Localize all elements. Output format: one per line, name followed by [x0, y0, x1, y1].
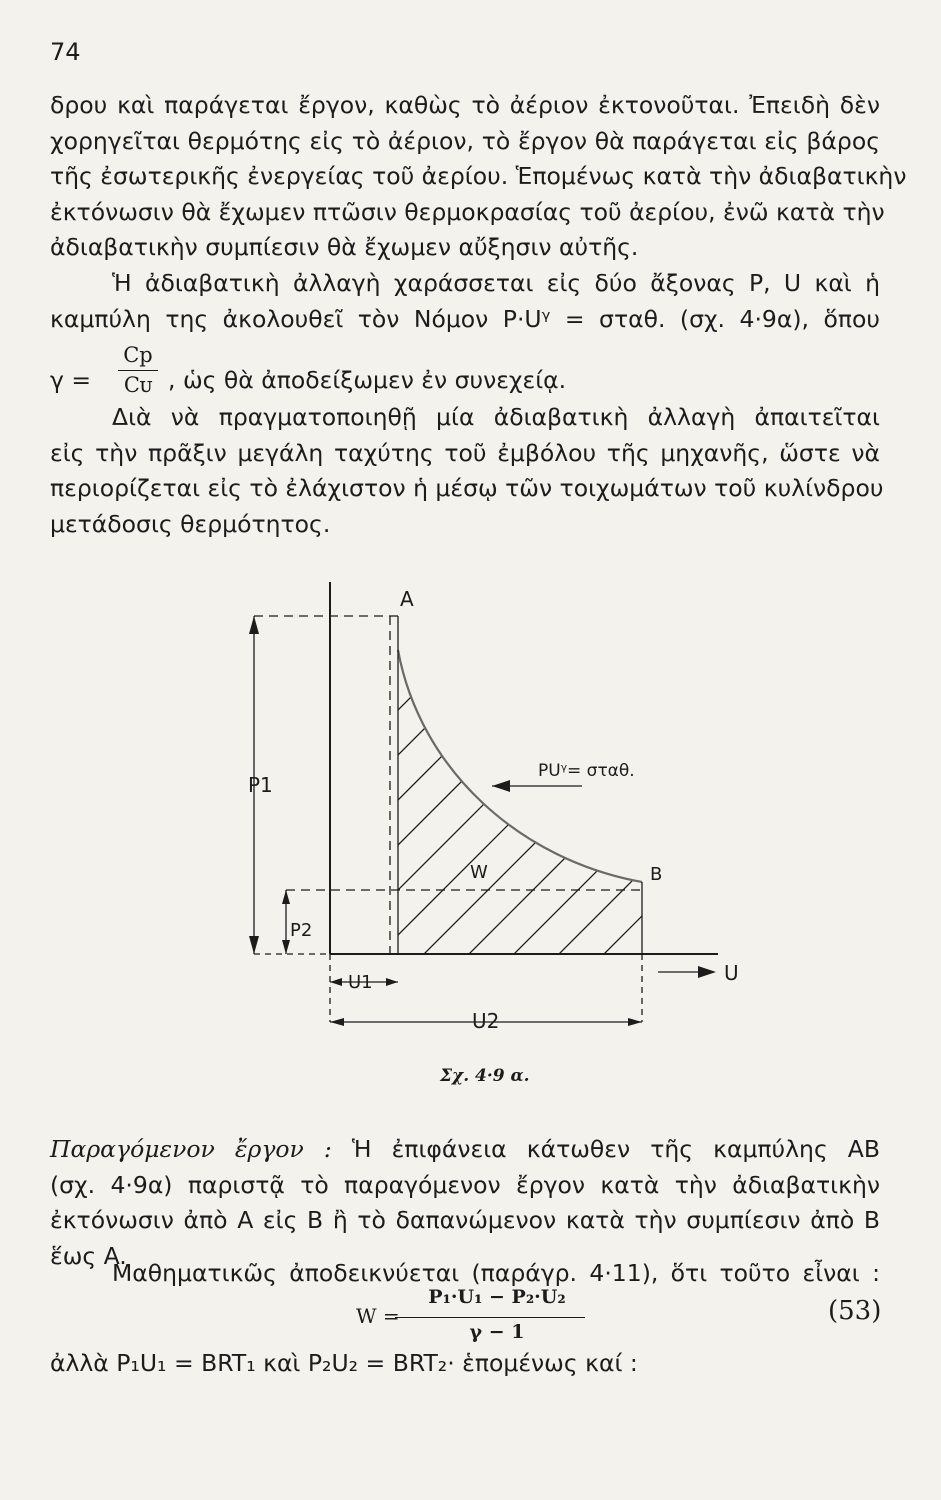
label-u1: U1	[348, 972, 373, 993]
figure-caption: Σχ. 4·9 α.	[440, 1066, 530, 1086]
p2-arrow-bottom	[282, 940, 290, 954]
formula-53-bar	[395, 1317, 585, 1318]
p1-arrow-top	[249, 616, 259, 634]
gamma-denominator: Cᴜ	[123, 373, 153, 397]
label-b: B	[650, 864, 663, 885]
text-line: δρου καὶ παράγεται ἔργον, καθὼς τὸ ἀέριον ἐκτονοῦται. Ἐπειδὴ δὲν	[50, 91, 880, 119]
label-a: A	[400, 587, 414, 611]
text-line: (σχ. 4·9α) παριστᾷ τὸ παραγόμενον ἔργον κατὰ τὴν ἀδιαβατικὴν	[50, 1170, 880, 1199]
label-u2: U2	[472, 1009, 500, 1033]
text-line: ἀλλὰ P₁U₁ = BRT₁ καὶ P₂U₂ = BRT₂· ἑπομένως καί :	[50, 1349, 638, 1377]
text-line: χορηγεῖται θερμότης εἰς τὸ ἀέριον, τὸ ἔργον θὰ παράγεται εἰς βάρος	[50, 126, 880, 155]
gamma-numerator: Cp	[123, 343, 153, 367]
pv-adiabatic-diagram	[230, 580, 750, 1070]
paragraph-brt	[50, 1346, 880, 1382]
text-line: Διὰ νὰ πραγματοποιηθῇ μία ἀδιαβατικὴ ἀλλαγὴ ἀπαιτεῖται	[112, 403, 880, 431]
gamma-formula-lhs: γ =	[50, 366, 92, 394]
text-line: Ἡ ἀδιαβατικὴ ἀλλαγὴ χαράσσεται εἰς δύο ἄξονας P, U καὶ ἡ	[112, 269, 880, 297]
text-line: ἀδιαβατικὴν συμπίεσιν θὰ ἔχωμεν αὔξησιν αὐτῆς.	[50, 233, 639, 262]
label-w: W	[470, 862, 488, 883]
label-u-axis: U	[724, 961, 739, 985]
label-p1: P1	[248, 773, 273, 797]
text-span: Ἡ ἐπιφάνεια κάτωθεν τῆς καμπύλης AB	[331, 1135, 881, 1163]
curve-law-label: PUᵞ= σταθ.	[538, 761, 635, 781]
text-line	[50, 1132, 880, 1168]
work-area-hatching	[398, 660, 750, 958]
paragraph-piston-speed	[50, 400, 884, 542]
gamma-fraction	[118, 342, 158, 399]
u1-arrow-right	[386, 978, 398, 986]
curve-pointer-arrowhead	[492, 780, 510, 792]
produced-work-heading: Παραγόμενον ἔργον :	[50, 1135, 332, 1163]
p2-arrow-top	[282, 890, 290, 904]
text-line: περιορίζεται εἰς τὸ ἐλάχιστον ἡ μέσῳ τῶν τοιχωμάτων τοῦ κυλίνδρου	[50, 474, 884, 503]
gamma-formula	[50, 343, 750, 406]
u1-arrow-left	[330, 978, 342, 986]
text-line: ἕως A.	[50, 1241, 127, 1270]
formula-53	[0, 1286, 941, 1346]
u2-arrow-left	[330, 1018, 344, 1026]
text-line: εἰς τὴν πρᾶξιν μεγάλη ταχύτης τοῦ ἐμβόλου τῆς μηχανῆς, ὥστε νὰ	[50, 438, 880, 467]
gamma-formula-rest: , ὡς θὰ ἀποδείξωμεν ἐν συνεχείᾳ.	[168, 366, 567, 394]
equation-number: (53)	[828, 1296, 882, 1326]
paragraph-adiabatic-law	[50, 266, 880, 337]
formula-53-numerator: P₁·U₁ − P₂·U₂	[428, 1286, 566, 1308]
page-number: 74	[50, 38, 81, 66]
u-direction-arrowhead	[698, 966, 716, 978]
label-p2: P2	[290, 920, 313, 941]
p1-arrow-bottom	[249, 936, 259, 954]
text-line: ἐκτόνωσιν θὰ ἔχωμεν πτῶσιν θερμοκρασίας τοῦ ἀερίου, ἐνῶ κατὰ τὴν	[50, 197, 885, 226]
u2-arrow-right	[628, 1018, 642, 1026]
text-line: Μαθηματικῶς ἀποδεικνύεται (παράγρ. 4·11), ὅτι τοῦτο εἶναι :	[112, 1259, 880, 1287]
text-line: τῆς ἐσωτερικῆς ἐνεργείας τοῦ ἀερίου. Ἑπομένως κατὰ τὴν ἀδιαβατικὴν	[50, 162, 907, 191]
fraction-bar	[118, 370, 158, 371]
paragraph-adiabatic-intro	[50, 88, 907, 266]
text-line: ἐκτόνωσιν ἀπὸ A εἰς B ἢ τὸ δαπανώμενον κατὰ τὴν συμπίεσιν ἀπὸ B	[50, 1206, 880, 1235]
paragraph-produced-work	[50, 1132, 880, 1274]
text-line: μετάδοσις θερμότητος.	[50, 509, 331, 538]
formula-53-denominator: γ − 1	[469, 1321, 525, 1343]
text-line: καμπύλη της ἀκολουθεῖ τὸν Νόμον P·Uᵞ = σταθ. (σχ. 4·9α), ὅπου	[50, 304, 880, 333]
formula-53-lhs: W =	[356, 1304, 400, 1328]
